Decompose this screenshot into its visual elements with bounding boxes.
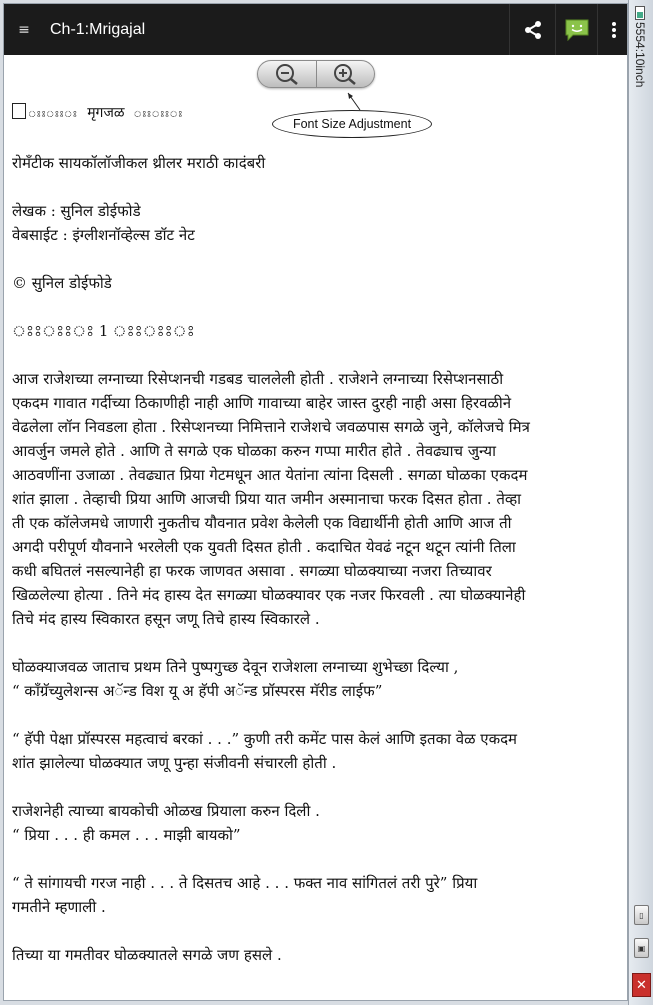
text-line: “ कॉंग्रॅच्युलेशन्स अॅन्ड विश यू अ हॅपी अॅन्ड प्रॉस्परस मॅरीड लाईफ” [12, 682, 383, 700]
font-size-annotation: Font Size Adjustment [272, 110, 432, 138]
text-line: ती एक कॉलेजमधे जाणारी नुकतीच यौवनात प्रवेश केलेली एक विद्यार्थीनी होती आणि आज ती [12, 514, 512, 532]
chapter-text [12, 101, 624, 967]
spacer [12, 703, 624, 727]
action-bar [4, 4, 628, 55]
device-label: 5554:10inch [633, 22, 647, 88]
text-line: एकदम गावात गर्दीच्या ठिकाणीही नाही आणि गावाच्या बाहेर जास्त दुरही नाही असा हिरवळीने [12, 394, 512, 412]
overflow-menu-icon [611, 21, 617, 39]
zoom-in-icon [332, 63, 358, 85]
spacer [12, 127, 624, 151]
text-line: तिच्या या गमतीवर घोळक्यातले सगळे जण हसले . [12, 946, 282, 964]
text-line: वेढलेला लॉन निवडला होता . रिसेप्शनच्या निमित्ताने राजेशचे जवळपास सगळे जुने, कॉलेजचे मित्र [12, 418, 530, 436]
spacer [12, 247, 624, 271]
spacer [12, 295, 624, 319]
share-icon [523, 20, 543, 40]
text-line: कधी बघितलं नसल्यानेही हा फरक जाणवत असावा . सगळ्या घोळक्याच्या नजरा तिच्यावर [12, 562, 492, 580]
close-button[interactable]: ✕ [632, 973, 651, 997]
text-line: गमतीने म्हणाली . [12, 898, 106, 916]
emulator-side-panel [628, 0, 653, 1005]
zoom-out-icon [274, 63, 300, 85]
spacer [12, 919, 624, 943]
spacer [12, 343, 624, 367]
text-line: अगदी परीपूर्ण यौवनाने भरलेली एक युवती दिसत होती . कदाचित येवढं नटून थटून त्यांनी तिला [12, 538, 516, 556]
missing-glyph-icon [12, 103, 26, 119]
text-line: “ हॅपी पेक्षा प्रॉस्परस महत्वाचं बरकां . . .” कुणी तरी कमेंट पास केलं आणि इतका वेळ एकदम [12, 730, 518, 748]
text-line: © सुनिल डोईफोडे [12, 274, 112, 292]
chapter-title: Ch-1:Mrigajal [50, 20, 146, 38]
text-line: शांत झाला . तेव्हाची प्रिया आणि आजची प्रिया यात जमीन अस्मानाचा फरक दिसत होता . तेव्हा [12, 490, 522, 508]
chat-icon [565, 19, 589, 41]
share-button[interactable] [509, 4, 555, 55]
menu-icon[interactable]: ≡ [18, 21, 30, 38]
zoom-control [257, 60, 375, 88]
spacer [12, 631, 624, 655]
chapter-heading [12, 101, 624, 127]
battery-icon [635, 6, 645, 20]
volume-up-button[interactable]: ▯ [634, 905, 649, 925]
action-bar-actions [509, 4, 628, 55]
text-line: घोळक्याजवळ जाताच प्रथम तिने पुष्पगुच्छ देवून राजेशला लग्नाच्या शुभेच्छा दिल्या , [12, 658, 459, 676]
emulator-screen [3, 3, 628, 1001]
overflow-menu-button[interactable] [597, 4, 628, 55]
text-line: राजेशनेही त्याच्या बायकोची ओळख प्रियाला करुन दिली . [12, 802, 320, 820]
zoom-in-button[interactable] [317, 61, 375, 87]
spacer [12, 847, 624, 871]
text-line: “ प्रिया . . . ही कमल . . . माझी बायको” [12, 826, 241, 844]
text-line: लेखक : सुनिल डोईफोडे [12, 202, 141, 220]
zoom-out-button[interactable] [258, 61, 316, 87]
text-line: शांत झालेल्या घोळक्यात जणू पुन्हा संजीवनी संचारली होती . [12, 754, 337, 772]
text-line: वेबसाईट : इंग्लीशनॉव्हेल्स डॉट नेट [12, 226, 195, 244]
text-line: आठवणींना उजाळा . तेवढ्यात प्रिया गेटमधून आत येतांना त्यांना दिसली . सगळा घोळका एकदम [12, 466, 528, 484]
text-line: आज राजेशच्या लग्नाच्या रिसेप्शनची गडबड चाललेली होती . राजेशने लग्नाच्या रिसेप्शनसाठी [12, 370, 504, 388]
heading-dots-right: ঃঃঃঃঃ [133, 110, 184, 120]
text-line: तिचे मंद हास्य स्विकारत हसून जणू तिचे हास्य स्विकारले . [12, 610, 320, 628]
text-line: रोमँटीक सायकॉलॉजीकल थ्रीलर मराठी कादंबरी [12, 154, 266, 172]
chat-button[interactable] [555, 4, 597, 55]
spacer [12, 175, 624, 199]
volume-down-button[interactable]: ▣ [634, 938, 649, 958]
spacer [12, 775, 624, 799]
text-line: आवर्जुन जमले होते . आणि ते सगळे एक घोळका करुन गप्पा मारीत होते . तेवढ्याच जुन्या [12, 442, 496, 460]
text-lines [12, 151, 624, 967]
text-line: खिळलेल्या होत्या . तिने मंद हास्य देत सगळ्या घोळक्यावर एक नजर फिरवली . त्या घोळक्यानेही [12, 586, 526, 604]
text-line: ঃঃঃঃঃ 1 ঃঃঃঃঃ [12, 322, 195, 340]
book-title: मृगजळ [87, 105, 125, 121]
text-line: “ ते सांगायची गरज नाही . . . ते दिसतच आहे . . . फक्त नाव सांगितलं तरी पुरे” प्रिया [12, 874, 478, 892]
heading-dots-left: ঃঃঃঃঃ [28, 110, 79, 120]
